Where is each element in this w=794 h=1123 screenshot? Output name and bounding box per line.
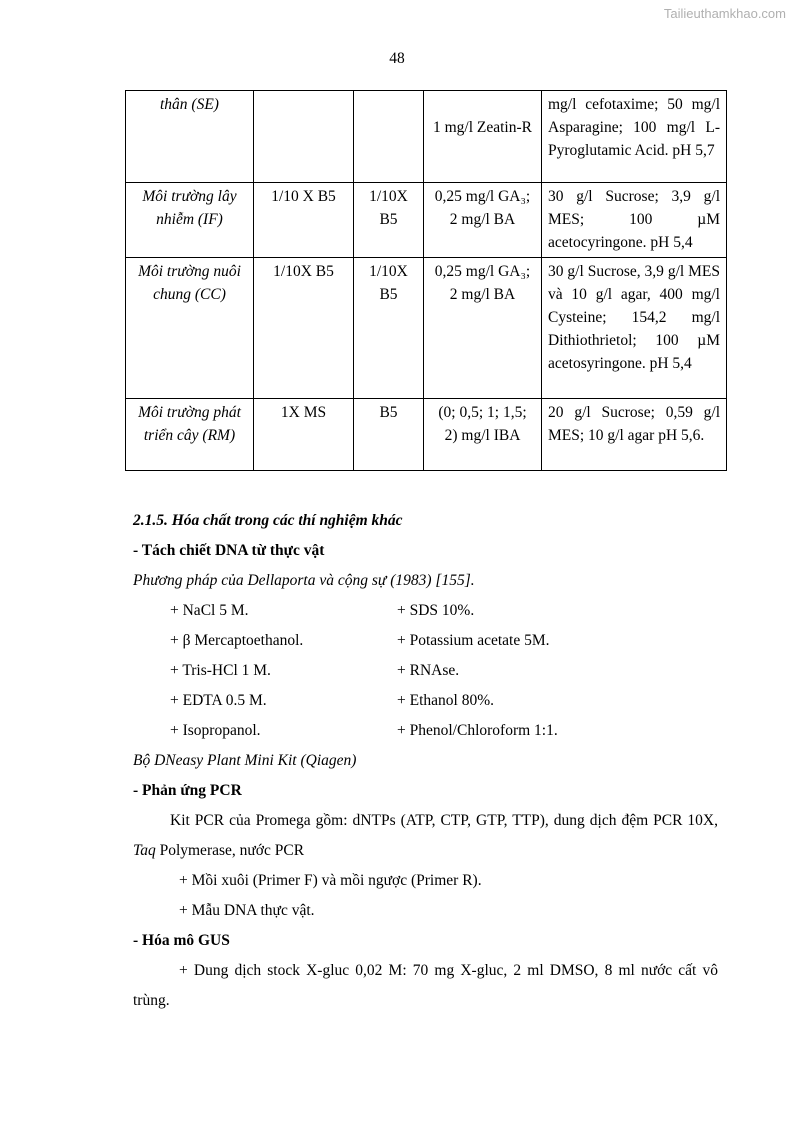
reagent-item: + Ethanol 80%. bbox=[397, 692, 494, 709]
vitamin-cell: 1/10X B5 bbox=[354, 183, 424, 258]
reagent-item: + β Mercaptoethanol. bbox=[170, 632, 304, 649]
pcr-paragraph bbox=[133, 806, 718, 866]
macro-cell bbox=[254, 91, 354, 183]
gus-text: + Dung dịch stock X-gluc 0,02 M: 70 mg X-gluc, 2 ml DMSO, 8 ml nước cất vô trùng. bbox=[133, 962, 718, 1009]
table-row bbox=[126, 258, 727, 399]
table-row bbox=[126, 399, 727, 471]
pcr-title: - Phản ứng PCR bbox=[133, 782, 242, 799]
page-number: 48 bbox=[389, 50, 405, 67]
reagent-row bbox=[133, 656, 718, 686]
vitamin-cell: B5 bbox=[354, 399, 424, 471]
reagent-item: + EDTA 0.5 M. bbox=[170, 692, 267, 709]
reagent-item: + Phenol/Chloroform 1:1. bbox=[397, 722, 558, 739]
hormone-cell: (0; 0,5; 1; 1,5; 2) mg/l IBA bbox=[424, 399, 542, 471]
pcr-text-after: Polymerase, nước PCR bbox=[155, 842, 305, 859]
additive-cell: 30 g/l Sucrose; 3,9 g/l MES; 100 µM acetocyringone. pH 5,4 bbox=[542, 183, 727, 258]
table-row bbox=[126, 183, 727, 258]
medium-name-cell: thân (SE) bbox=[126, 91, 254, 183]
vitamin-cell bbox=[354, 91, 424, 183]
gus-title: - Hóa mô GUS bbox=[133, 932, 230, 949]
vitamin-cell: 1/10X B5 bbox=[354, 258, 424, 399]
macro-cell: 1X MS bbox=[254, 399, 354, 471]
hormone-cell: 0,25 mg/l GA₃; 2 mg/l BA bbox=[424, 183, 542, 258]
reagent-row bbox=[133, 716, 718, 746]
hormone-text: 1 mg/l Zeatin-R bbox=[432, 119, 532, 136]
taq-text: Taq bbox=[133, 842, 156, 859]
hormone-cell bbox=[424, 91, 542, 183]
reagent-row bbox=[133, 626, 718, 656]
dna-title: - Tách chiết DNA từ thực vật bbox=[133, 542, 325, 559]
reagent-item: + SDS 10%. bbox=[397, 602, 475, 619]
pcr-item: + Mẫu DNA thực vật. bbox=[179, 902, 315, 919]
medium-name-cell: Môi trường phát triển cây (RM) bbox=[126, 399, 254, 471]
watermark: Tailieuthamkhao.com bbox=[663, 6, 786, 21]
table-row bbox=[126, 91, 727, 183]
media-table bbox=[125, 90, 727, 471]
macro-cell: 1/10X B5 bbox=[254, 258, 354, 399]
pcr-item: + Mồi xuôi (Primer F) và mồi ngược (Primer R). bbox=[179, 872, 482, 889]
reagent-item: + RNAse. bbox=[397, 662, 460, 679]
dna-kit: Bộ DNeasy Plant Mini Kit (Qiagen) bbox=[133, 752, 357, 769]
macro-cell: 1/10 X B5 bbox=[254, 183, 354, 258]
additive-cell: mg/l cefotaxime; 50 mg/l Asparagine; 100 mg/l L-Pyroglutamic Acid. pH 5,7 bbox=[542, 91, 727, 183]
reagent-item: + Isopropanol. bbox=[170, 722, 261, 739]
medium-name-cell: Môi trường nuôi chung (CC) bbox=[126, 258, 254, 399]
reagent-item: + Potassium acetate 5M. bbox=[397, 632, 550, 649]
pcr-text-before: Kit PCR của Promega gồm: dNTPs (ATP, CTP, GTP, TTP), dung dịch đệm PCR 10X, bbox=[170, 812, 718, 829]
medium-name-cell: Môi trường lây nhiễm (IF) bbox=[126, 183, 254, 258]
section-content bbox=[133, 506, 718, 1016]
reagent-item: + NaCl 5 M. bbox=[170, 602, 249, 619]
reagent-row bbox=[133, 686, 718, 716]
section-heading: 2.1.5. Hóa chất trong các thí nghiệm khác bbox=[133, 512, 403, 529]
additive-cell: 30 g/l Sucrose, 3,9 g/l MES và 10 g/l agar, 400 mg/l Cysteine; 154,2 mg/l Dithiothrietol; 100 µM acetosyringone. pH 5,4 bbox=[542, 258, 727, 399]
reagent-row bbox=[133, 596, 718, 626]
dna-method: Phương pháp của Dellaporta và cộng sự (1983) [155]. bbox=[133, 572, 475, 589]
reagent-item: + Tris-HCl 1 M. bbox=[170, 662, 271, 679]
hormone-cell: 0,25 mg/l GA₃; 2 mg/l BA bbox=[424, 258, 542, 399]
additive-cell: 20 g/l Sucrose; 0,59 g/l MES; 10 g/l agar pH 5,6. bbox=[542, 399, 727, 471]
